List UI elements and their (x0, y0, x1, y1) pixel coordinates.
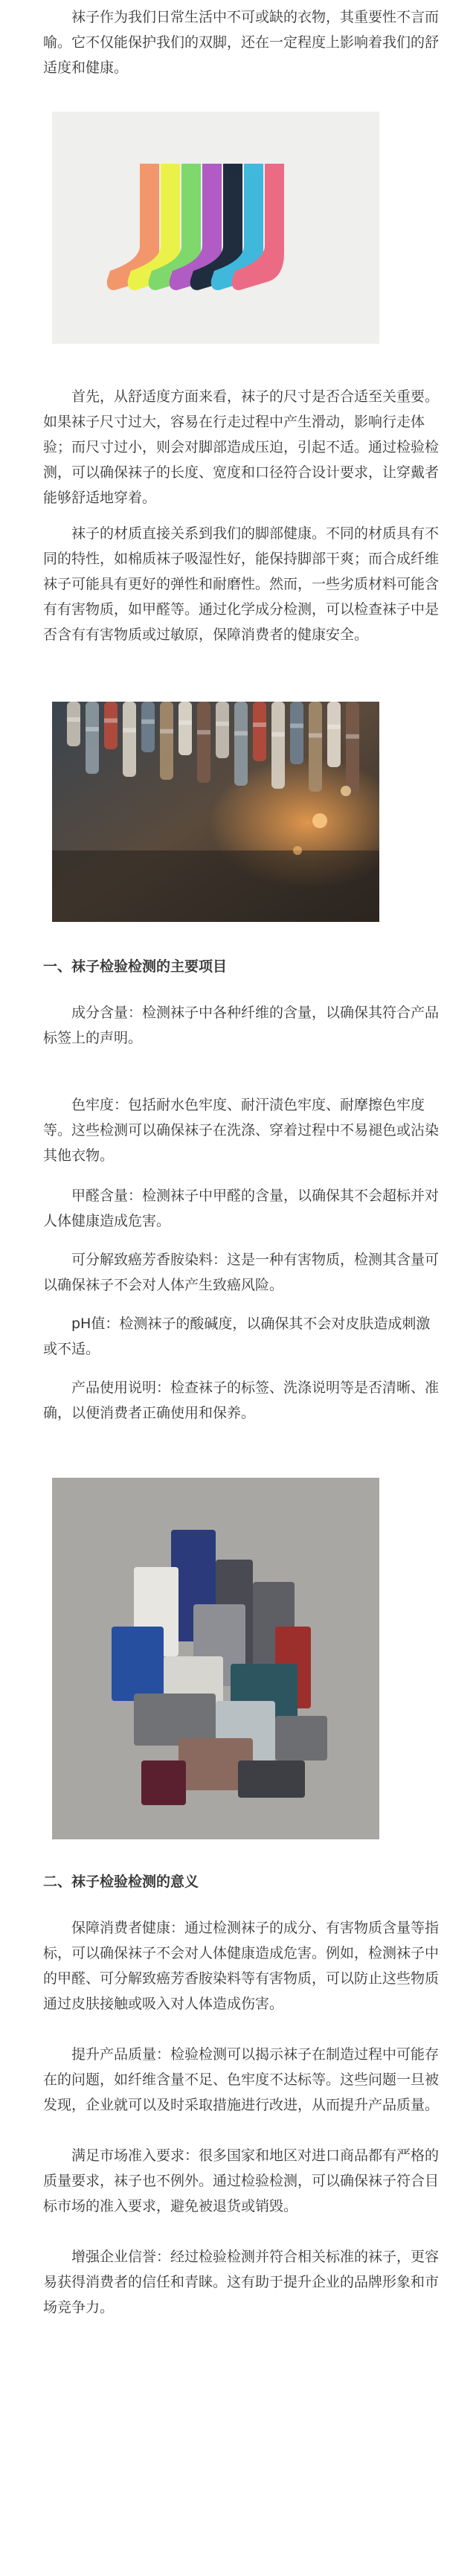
item2-market-access: 满足市场准入要求：很多国家和地区对进口商品都有严格的质量要求，袜子也不例外。通过检验检测，可以确保袜子符合目标市场的准入要求，避免被退货或销毁。 (43, 2147, 440, 2214)
hanging-sock (123, 702, 136, 777)
section1-heading: 一、袜子检验检测的主要项目 (43, 958, 228, 975)
item2-health: 保障消费者健康：通过检测袜子的成分、有害物质含量等指标，可以确保袜子不会对人体健康造成危害。例如，检测袜子中的甲醛、可分解致癌芳香胺染料等有害物质，可以防止这些物质通过皮肤接触或吸入对人体造成伤害。 (43, 1920, 440, 2012)
intro-paragraph: 袜子作为我们日常生活中不可或缺的衣物，其重要性不言而喻。它不仅能保护我们的双脚，还在一定程度上影响着我们的舒适度和健康。 (43, 9, 440, 76)
hanging-sock (346, 702, 359, 795)
hanging-sock (67, 702, 80, 746)
sock-stripe (253, 723, 266, 727)
item2-quality: 提升产品质量：检验检测可以揭示袜子在制造过程中可能存在的问题，如纤维含量不足、色牢度不达标等。这些问题一旦被发现，企业就可以及时采取措施进行改进，从而提升产品质量。 (43, 2046, 440, 2113)
hanging-sock (253, 702, 266, 761)
hanging-sock (290, 702, 303, 764)
hanging-sock (327, 702, 341, 767)
hanging-sock (160, 702, 173, 780)
sock-stripe (290, 723, 303, 728)
folded-sock (275, 1716, 327, 1760)
sock-stripe (160, 729, 173, 734)
hanging-sock (271, 702, 285, 789)
sock-cuff (140, 164, 159, 177)
material-paragraph: 袜子的材质直接关系到我们的脚部健康。不同的材质具有不同的特性，如棉质袜子吸湿性好，能保持脚部干爽；而合成纤维袜子可能具有更好的弹性和耐磨性。然而，一些劣质材料可能含有有害物质，如甲醛等。通过化学成分检测，可以检查袜子中是否含有有害物质或过敏原，保障消费者的健康安全。 (43, 525, 440, 643)
hanging-sock (309, 702, 322, 792)
item1-formaldehyde: 甲醛含量：检测袜子中甲醛的含量，以确保其不会超标并对人体健康造成危害。 (43, 1188, 440, 1229)
hanging-sock (104, 702, 118, 749)
hanging-sock (178, 702, 192, 755)
hanging-sock (234, 702, 248, 786)
folded-sock (134, 1694, 216, 1746)
folded-socks-illustration (52, 1478, 379, 1839)
sock-stripe (271, 732, 285, 737)
folded-sock (238, 1760, 305, 1798)
sock-cuff (181, 164, 201, 177)
sock-cuff (161, 164, 180, 177)
folded-sock (112, 1627, 164, 1701)
item1-colorfastness: 色牢度：包括耐水色牢度、耐汗渍色牢度、耐摩擦色牢度等。这些检测可以确保袜子在洗涤、穿着过程中不易褪色或沾染其他衣物。 (43, 1097, 440, 1164)
sock-stripe (309, 733, 322, 737)
sock-cuff (202, 164, 222, 177)
section2-heading: 二、袜子检验检测的意义 (43, 1874, 199, 1890)
hanging-socks-illustration (52, 702, 379, 922)
colorful-socks-photo (52, 112, 379, 344)
comfort-paragraph: 首先，从舒适度方面来看，袜子的尺寸是否合适至关重要。如果袜子尺寸过大，容易在行走过程中产生滑动，影响行走体验；而尺寸过小，则会对脚部造成压迫，引起不适。通过检验检测，可以确保袜子的长度、宽度和口径符合设计要求，让穿戴者能够舒适地穿着。 (43, 388, 440, 506)
sock-stripe (197, 730, 210, 734)
item1-composition: 成分含量：检测袜子中各种纤维的含量，以确保其符合产品标签上的声明。 (43, 1005, 440, 1046)
sock-cuff (265, 164, 284, 177)
hanging-sock (197, 702, 210, 783)
hanging-sock (141, 702, 155, 752)
sock-stripe (234, 731, 248, 736)
item1-instructions: 产品使用说明：检查袜子的标签、洗涤说明等是否清晰、准确，以便消费者正确使用和保养。 (43, 1380, 440, 1421)
sock-shop-photo (52, 702, 379, 922)
item1-amine-dye: 可分解致癌芳香胺染料：这是一种有害物质，检测其含量可以确保袜子不会对人体产生致癌风险。 (43, 1252, 440, 1293)
hanging-sock (216, 702, 229, 758)
sock-stripe (327, 725, 341, 729)
sock-stripe (216, 722, 229, 726)
item1-ph: pH值：检测袜子的酸碱度，以确保其不会对皮肤造成刺激或不适。 (43, 1316, 431, 1357)
sock-cuff (244, 164, 263, 177)
sock-stripe (178, 720, 192, 725)
sock-cuff (223, 164, 242, 177)
sock-stripe (141, 720, 155, 724)
hanging-sock (86, 702, 99, 774)
sock-stripe (86, 727, 99, 731)
sock-stripe (123, 728, 136, 732)
folded-sock (141, 1760, 186, 1805)
sock-stripe (346, 734, 359, 739)
item2-reputation: 增强企业信誉：经过检验检测并符合相关标准的袜子，更容易获得消费者的信任和青睐。这有助于提升企业的品牌形象和市场竞争力。 (43, 2249, 440, 2316)
folded-socks-photo (52, 1478, 379, 1839)
sock-stripe (104, 718, 118, 723)
sock-stripe (67, 717, 80, 722)
colorful-socks-illustration (52, 112, 379, 344)
